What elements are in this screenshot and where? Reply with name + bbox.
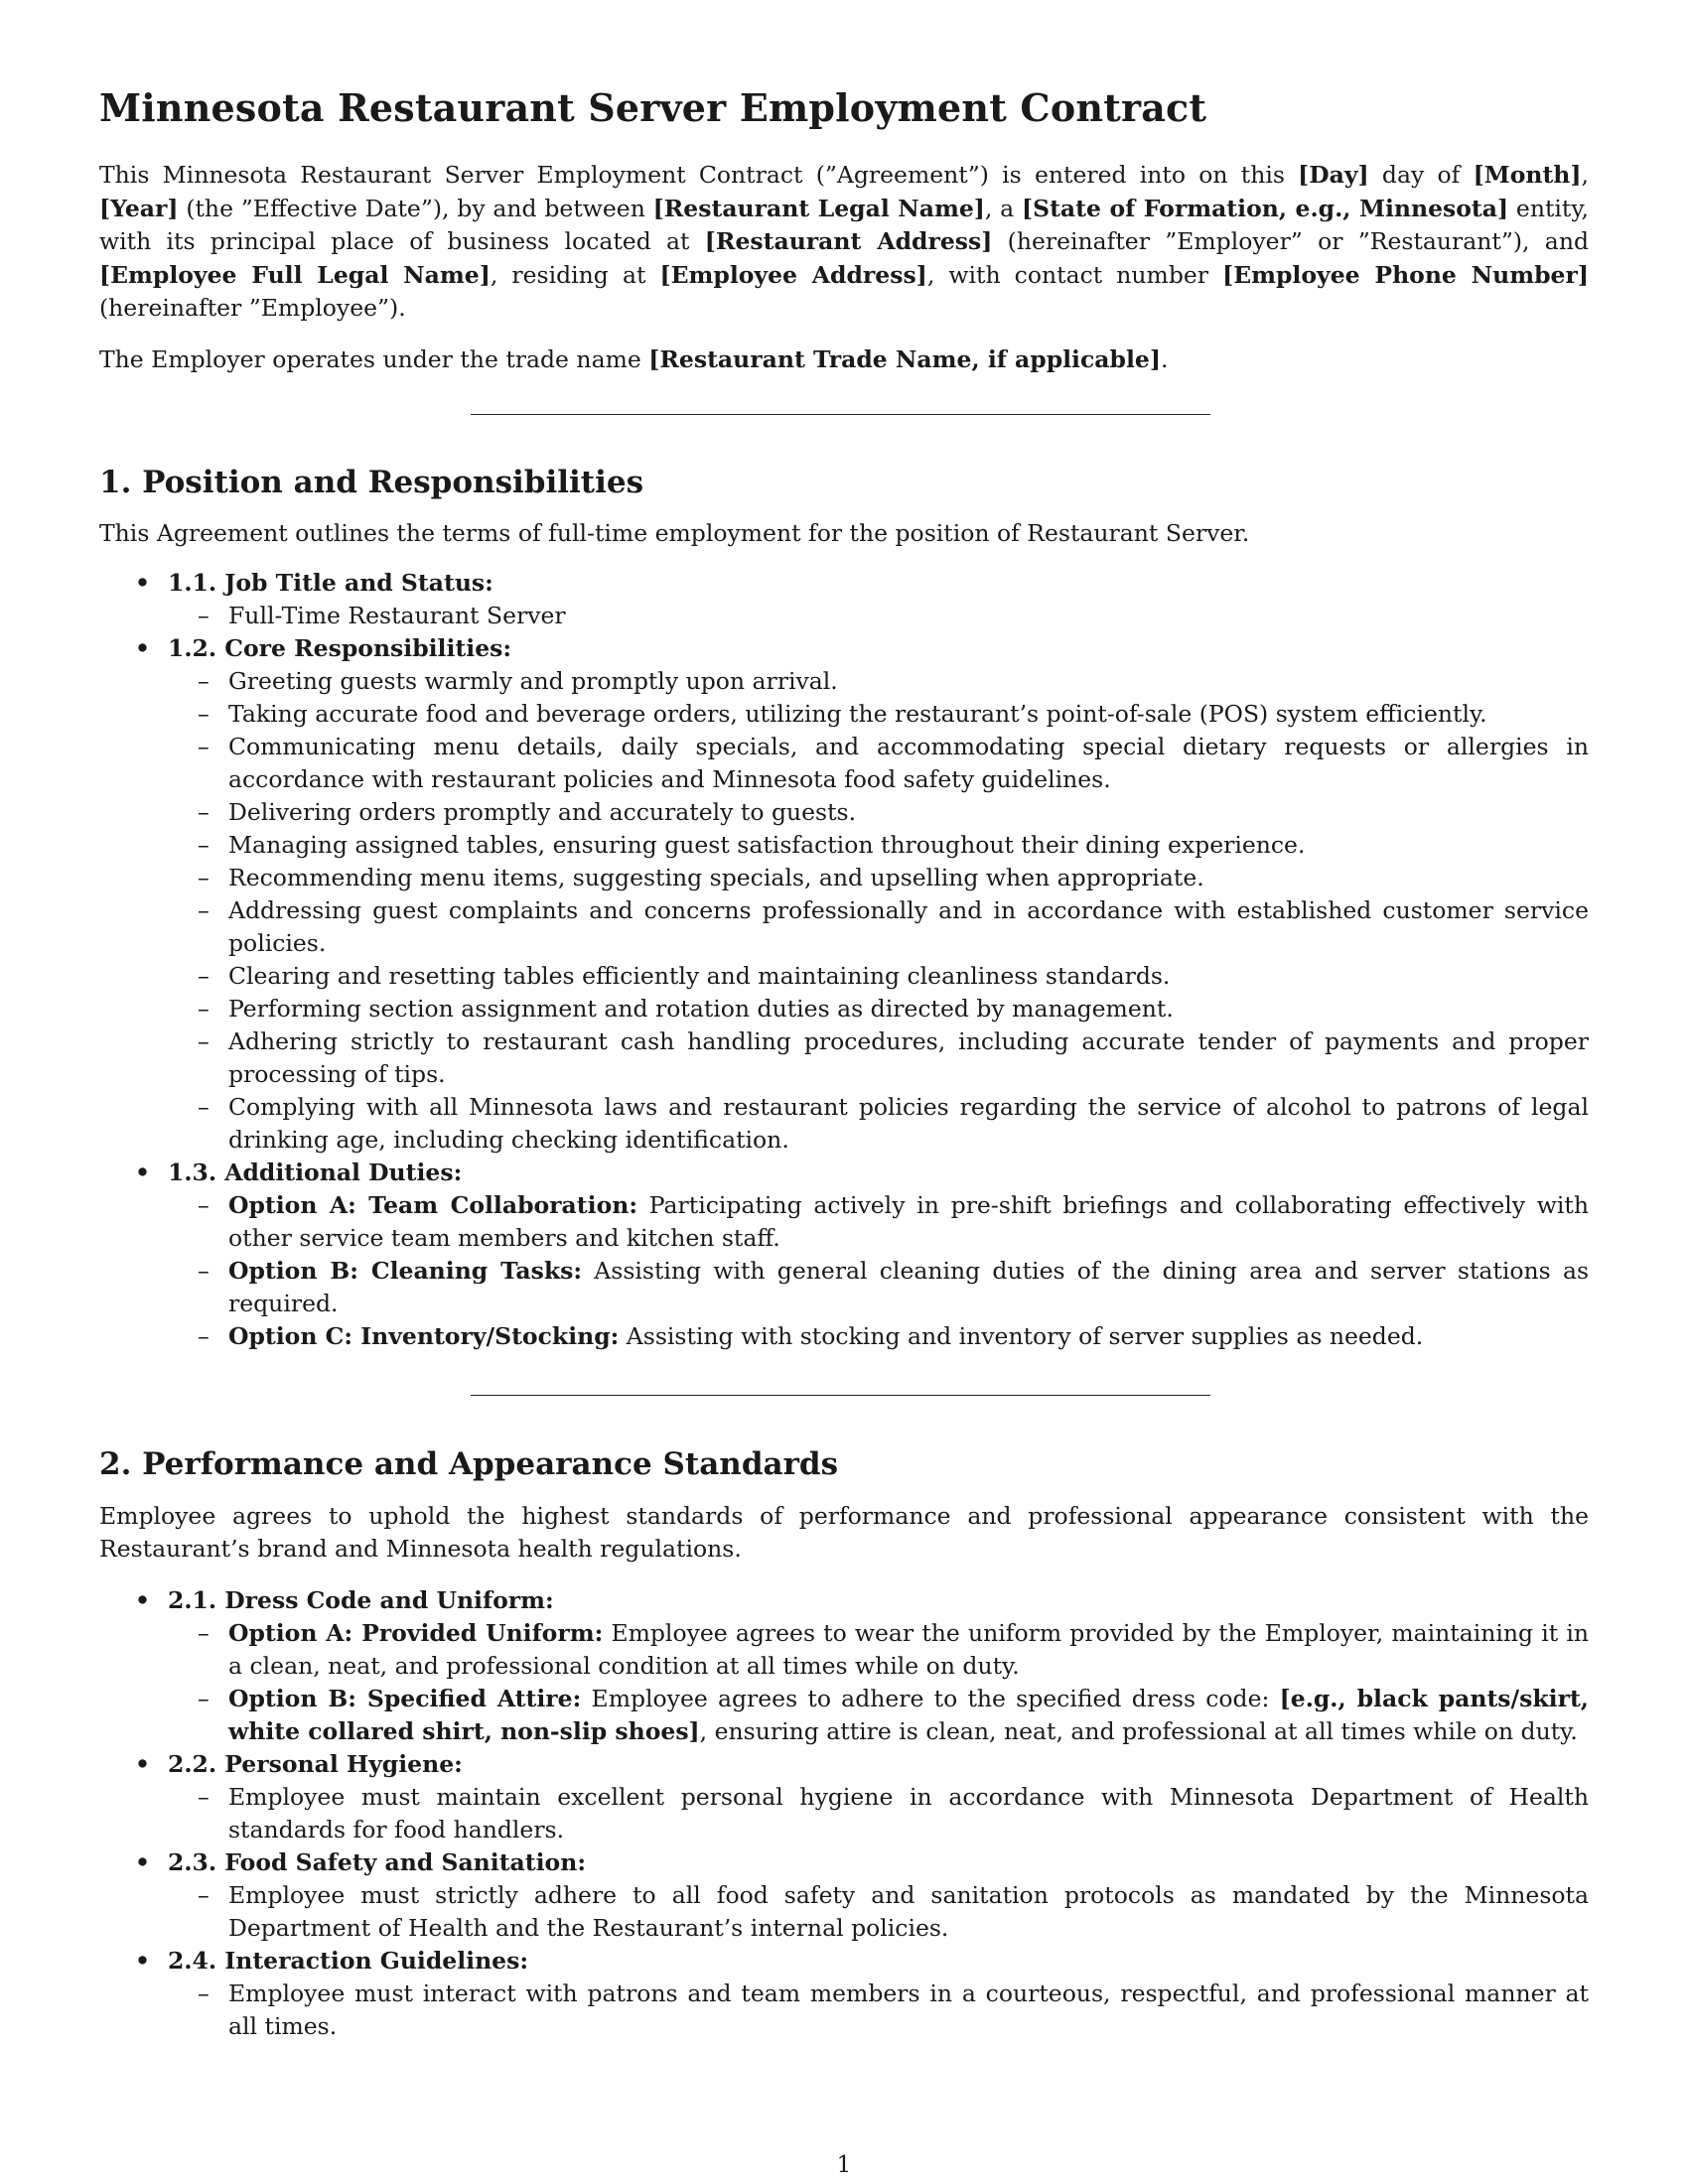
sub-item: – Option A: Team Collaboration: Participating actively in pre-shift briefings and collaborating effectively with other service team members and kitchen staff. (198, 1191, 1589, 1252)
placeholder-year: [Year] (99, 194, 179, 222)
section-2-list (99, 1584, 1589, 2043)
placeholder-trade-name: [Restaurant Trade Name, if applicable] (648, 345, 1161, 373)
sub-item: – Employee must maintain excellent personal hygiene in accordance with Minnesota Department of Health standards for food handlers. (198, 1783, 1589, 1843)
section-1-heading: 1. Position and Responsibilities (99, 465, 644, 500)
item-heading: 1.3. Additional Duties: (168, 1159, 463, 1186)
list-item (99, 1846, 1589, 1945)
sub-item: – Delivering orders promptly and accurately to guests. (198, 798, 857, 826)
bullet: • (135, 569, 151, 597)
section-divider (471, 1395, 1210, 1396)
item-heading: 2.1. Dress Code and Uniform: (168, 1586, 554, 1614)
item-heading: 1.1. Job Title and Status: (168, 569, 493, 597)
sub-item: – Adhering strictly to restaurant cash handling procedures, including accurate tender of payments and proper processing of tips. (198, 1027, 1589, 1088)
section-2-heading: 2. Performance and Appearance Standards (99, 1446, 839, 1482)
sub-item: – Clearing and resetting tables efficiently and maintaining cleanliness standards. (198, 962, 1171, 990)
sub-item: – Option B: Specified Attire: Employee agrees to adhere to the specified dress code: [e.g., black pants/skirt, white collared shirt, non-slip shoes], ensuring attire is clean, neat, and professional at all times while on duty. (198, 1685, 1589, 1745)
placeholder-month: [Month] (1473, 161, 1582, 189)
placeholder-employee-name: [Employee Full Legal Name] (99, 260, 491, 289)
list-item (99, 1748, 1589, 1846)
placeholder-dress-code: [e.g., black pants/skirt, white collared shirt, non-slip shoes] (228, 1685, 1589, 1745)
bullet: • (135, 1159, 151, 1186)
sub-item: – Option C: Inventory/Stocking: Assisting with stocking and inventory of server supplies as needed. (198, 1322, 1424, 1350)
item-heading: 2.2. Personal Hygiene: (168, 1750, 463, 1778)
list-item (99, 632, 1589, 1157)
item-heading: 2.3. Food Safety and Sanitation: (168, 1848, 586, 1876)
section-divider (471, 414, 1210, 415)
page-number: 1 (836, 2152, 852, 2178)
item-heading: 1.2. Core Responsibilities: (168, 634, 512, 662)
sub-item: – Employee must interact with patrons and team members in a courteous, respectful, and professional manner at all times. (198, 1979, 1589, 2040)
sub-item: – Option B: Cleaning Tasks: Assisting with general cleaning duties of the dining area and server stations as required. (198, 1257, 1590, 1317)
section-1-list (99, 567, 1589, 1353)
sub-item: – Managing assigned tables, ensuring guest satisfaction throughout their dining experience. (198, 831, 1306, 859)
sub-item: – Greeting guests warmly and promptly upon arrival. (198, 667, 838, 695)
sub-item: – Employee must strictly adhere to all food safety and sanitation protocols as mandated by the Minnesota Department of Health and the Restaurant’s internal policies. (198, 1881, 1589, 1942)
sub-item: – Full-Time Restaurant Server (198, 602, 566, 629)
placeholder-legal-name: [Restaurant Legal Name] (652, 194, 985, 222)
bullet: • (135, 1586, 151, 1614)
placeholder-employee-address: [Employee Address] (659, 260, 927, 289)
placeholder-state: [State of Formation, e.g., Minnesota] (1021, 194, 1509, 222)
list-item (99, 1584, 1589, 1748)
sub-item: – Taking accurate food and beverage orders, utilizing the restaurant’s point-of-sale (POS) system efficiently. (198, 700, 1487, 728)
sub-item: – Recommending menu items, suggesting specials, and upselling when appropriate. (198, 864, 1204, 891)
sub-item: – Performing section assignment and rotation duties as directed by management. (198, 995, 1174, 1023)
bullet: • (135, 634, 151, 662)
sub-item: – Communicating menu details, daily specials, and accommodating special dietary requests or allergies in accordance with restaurant policies and Minnesota food safety guidelines. (198, 733, 1589, 793)
item-heading: 2.4. Interaction Guidelines: (168, 1947, 529, 1975)
sub-item: – Complying with all Minnesota laws and restaurant policies regarding the service of alcohol to patrons of legal drinking age, including checking identification. (198, 1093, 1589, 1154)
list-item (99, 1945, 1589, 2043)
bullet: • (135, 1848, 151, 1876)
section-1-intro: This Agreement outlines the terms of full-time employment for the position of Restaurant Server. (99, 519, 1250, 547)
placeholder-restaurant-address: [Restaurant Address] (704, 227, 993, 255)
sub-item: – Option A: Provided Uniform: Employee agrees to wear the uniform provided by the Employer, maintaining it in a clean, neat, and professional condition at all times while on duty. (198, 1619, 1590, 1680)
placeholder-employee-phone: [Employee Phone Number] (1222, 260, 1589, 289)
list-item (99, 1157, 1589, 1353)
sub-item: – Addressing guest complaints and concerns professionally and in accordance with established customer service policies. (198, 896, 1589, 957)
bullet: • (135, 1947, 151, 1975)
trade-name-paragraph: The Employer operates under the trade name [Restaurant Trade Name, if applicable]. (99, 345, 1169, 373)
list-item (99, 567, 1589, 632)
intro-paragraph: This Minnesota Restaurant Server Employment Contract (”Agreement”) is entered into on this [Day] day of [Month], [Year] (the ”Effective Date”), by and between [Restaurant Legal Name], a [State of Formation, e.g., Minnesota] entity, with its principal place of business located at [Restaurant Address] (hereinafter ”Employer” or ”Restaurant”), and [Employee Full Legal Name], residing at [Employee Address], with contact number [Employee Phone Number] (hereinafter ”Employee”). (99, 161, 1590, 322)
document-title: Minnesota Restaurant Server Employment Contract (99, 85, 1207, 130)
section-2-intro: Employee agrees to uphold the highest standards of performance and professional appearance consistent with the Restaurant’s brand and Minnesota health regulations. (99, 1502, 1589, 1563)
bullet: • (135, 1750, 151, 1778)
placeholder-day: [Day] (1298, 161, 1369, 189)
